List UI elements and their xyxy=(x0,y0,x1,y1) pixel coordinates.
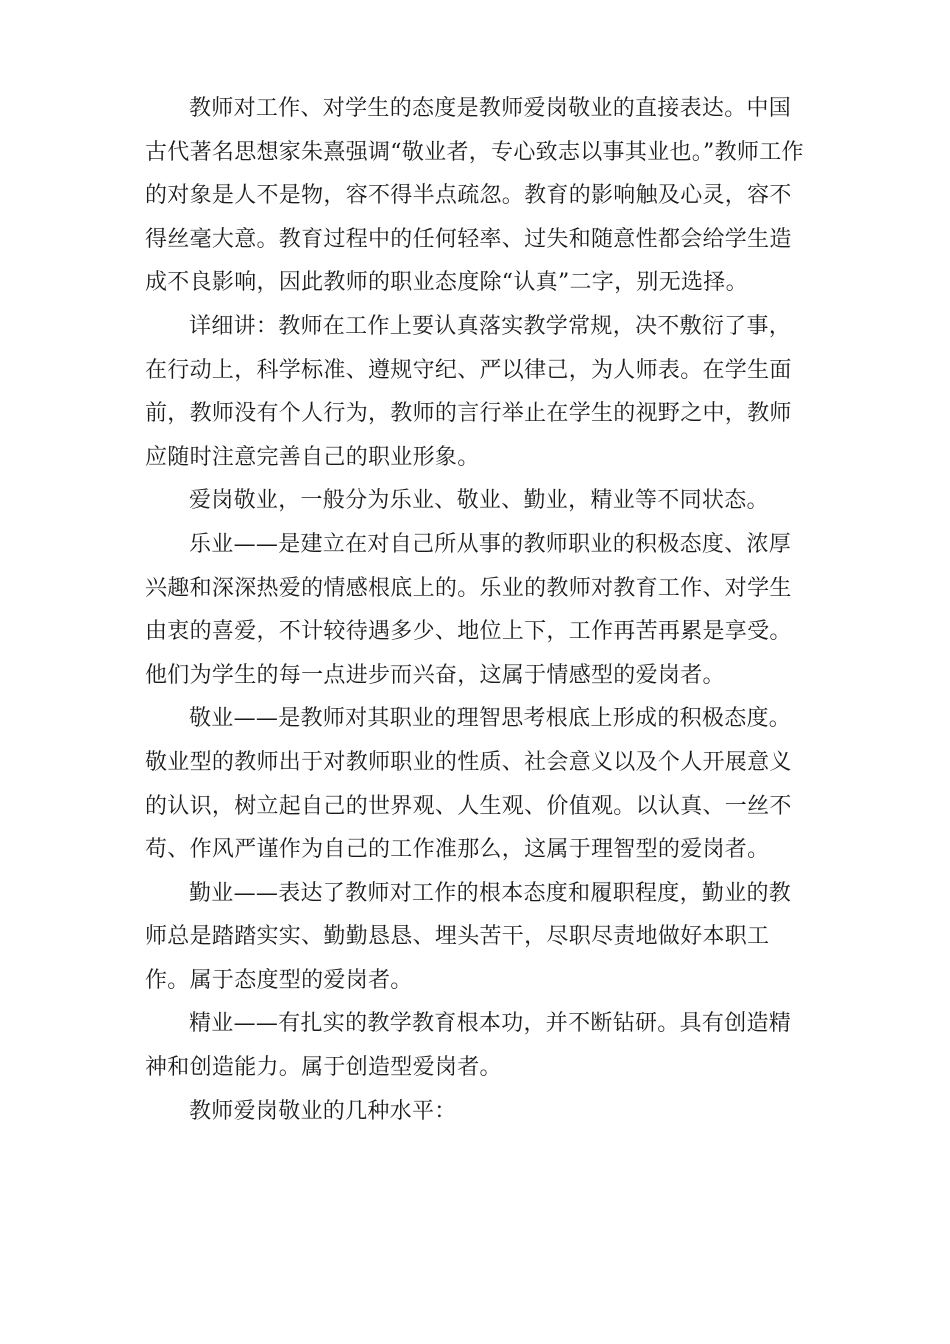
paragraph-qinye: 勤业——表达了教师对工作的根本态度和履职程度，勤业的教师总是踏踏实实、勤勤恳恳、埋头苦干，尽职尽责地做好本职工作。属于态度型的爱岗者。 xyxy=(145,880,792,993)
paragraph-jingye-excellence: 精业——有扎实的教学教育根本功，并不断钻研。具有创造精神和创造能力。属于创造型爱岗者。 xyxy=(145,1011,792,1081)
paragraph-jingye: 敬业——是教师对其职业的理智思考根底上形成的积极态度。敬业型的教师出于对教师职业的性质、社会意义以及个人开展意义的认识，树立起自己的世界观、人生观、价值观。以认真、一丝不苟、作风严谨作为自己的工作准那么，这属于理智型的爱岗者。 xyxy=(145,706,792,863)
paragraph-states: 爱岗敬业，一般分为乐业、敬业、勤业，精业等不同状态。 xyxy=(189,488,769,514)
paragraph-levels-heading: 教师爱岗敬业的几种水平： xyxy=(189,1098,457,1124)
body-text xyxy=(145,87,805,1133)
paragraph-attitude: 教师对工作、对学生的态度是教师爱岗敬业的直接表达。中国古代著名思想家朱熹强调“敬业者，专心致志以事其业也。”教师工作的对象是人不是物，容不得半点疏忽。教育的影响触及心灵，容不得丝毫大意。教育过程中的任何轻率、过失和随意性都会给学生造成不良影响，因此教师的职业态度除“认真”二字，别无选择。 xyxy=(145,96,804,296)
paragraph-leye: 乐业——是建立在对自己所从事的教师职业的积极态度、浓厚兴趣和深深热爱的情感根底上的。乐业的教师对教育工作、对学生由衷的喜爱，不计较待遇多少、地位上下，工作再苦再累是享受。他们为学生的每一点进步而兴奋，这属于情感型的爱岗者。 xyxy=(145,531,792,688)
paragraph-detail: 详细讲：教师在工作上要认真落实教学常规，决不敷衍了事，在行动上，科学标准、遵规守纪、严以律己，为人师表。在学生面前，教师没有个人行为，教师的言行举止在学生的视野之中，教师应随时注意完善自己的职业形象。 xyxy=(145,313,792,470)
